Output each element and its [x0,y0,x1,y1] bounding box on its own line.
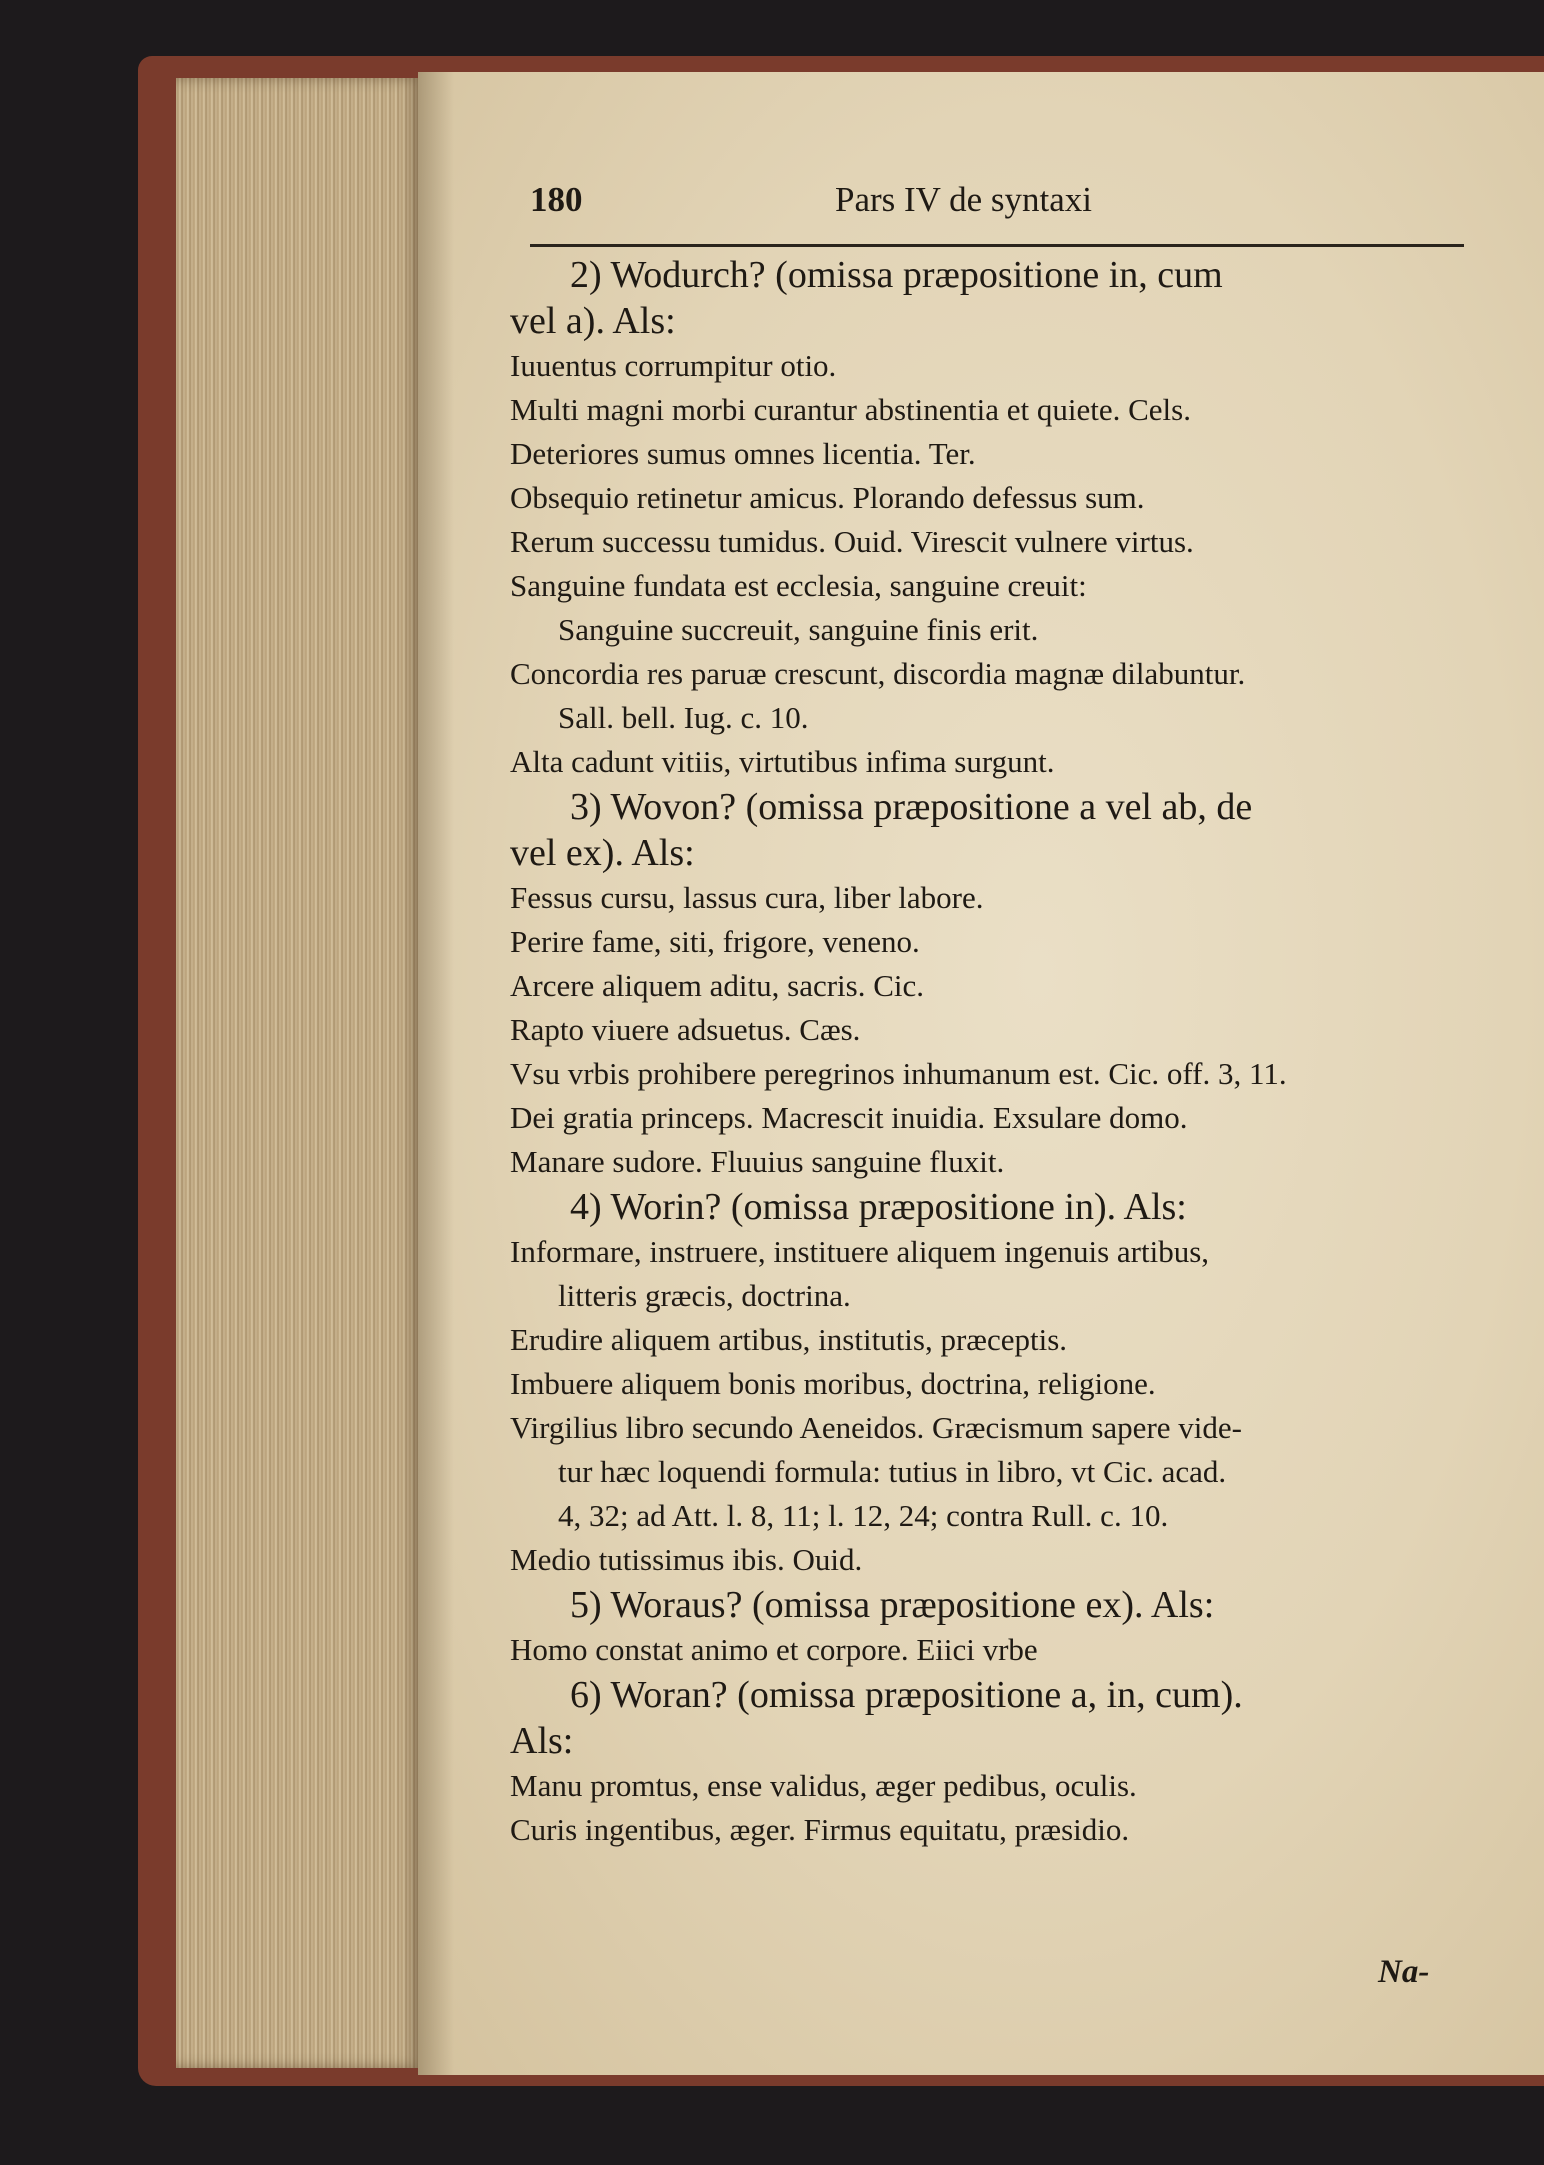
section-heading-line: 6) Woran? (omissa præpositione a, in, cum). [570,1674,1243,1716]
text-line: Concordia res paruæ crescunt, discordia magnæ dilabuntur. [510,656,1246,691]
text-line: Sanguine fundata est ecclesia, sanguine creuit: [510,568,1087,603]
text-line: Arcere aliquem aditu, sacris. Cic. [510,968,925,1003]
text-line: Obsequio retinetur amicus. Plorando defessus sum. [510,480,1145,515]
text-line: Virgilius libro secundo Aeneidos. Græcismum sapere vide- [510,1410,1242,1445]
text-line: Homo constat animo et corpore. Eiici vrbe [510,1632,1038,1667]
text-line: Fessus cursu, lassus cura, liber labore. [510,880,984,915]
book-page [418,72,1544,2075]
text-line: Medio tutissimus ibis. Ouid. [510,1542,863,1577]
text-line: Manu promtus, ense validus, æger pedibus, oculis. [510,1768,1137,1803]
running-head: Pars IV de syntaxi [835,180,1092,219]
text-line: Rerum successu tumidus. Ouid. Virescit vulnere virtus. [510,524,1194,559]
text-line: tur hæc loquendi formula: tutius in libro, vt Cic. acad. [558,1454,1227,1489]
text-line: Deteriores sumus omnes licentia. Ter. [510,436,976,471]
page-edges [176,78,421,2068]
text-line: Alta cadunt vitiis, virtutibus infima surgunt. [510,744,1055,779]
text-line: Curis ingentibus, æger. Firmus equitatu, præsidio. [510,1812,1130,1847]
text-line: Imbuere aliquem bonis moribus, doctrina, religione. [510,1366,1156,1401]
text-line: vel a). Als: [510,300,676,342]
catchword: Na- [1378,1954,1430,1990]
text-line: 4, 32; ad Att. l. 8, 11; l. 12, 24; contra Rull. c. 10. [558,1498,1169,1533]
text-line: Sanguine succreuit, sanguine finis erit. [558,612,1039,647]
header-rule [530,244,1464,247]
text-line: Als: [510,1720,574,1762]
page-header [530,180,1464,240]
section-heading-line: 5) Woraus? (omissa præpositione ex). Als: [570,1584,1215,1626]
text-line: Erudire aliquem artibus, institutis, præceptis. [510,1322,1068,1357]
text-line: Rapto viuere adsuetus. Cæs. [510,1012,861,1047]
text-line: Perire fame, siti, frigore, veneno. [510,924,920,959]
page-number: 180 [530,180,583,219]
text-line: Sall. bell. Iug. c. 10. [558,700,809,735]
section-heading-line: 4) Worin? (omissa præpositione in). Als: [570,1186,1187,1228]
text-line: Vsu vrbis prohibere peregrinos inhumanum est. Cic. off. 3, 11. [510,1056,1287,1091]
text-line: Informare, instruere, instituere aliquem ingenuis artibus, [510,1234,1210,1269]
body-text [510,252,1470,1852]
text-line: Manare sudore. Fluuius sanguine fluxit. [510,1144,1005,1179]
section-heading-line: 2) Wodurch? (omissa præpositione in, cum [570,254,1223,296]
text-line: Iuuentus corrumpitur otio. [510,348,837,383]
section-heading-line: 3) Wovon? (omissa præpositione a vel ab, de [570,786,1253,828]
text-line: Dei gratia princeps. Macrescit inuidia. Exsulare domo. [510,1100,1188,1135]
text-line: litteris græcis, doctrina. [558,1278,851,1313]
text-line: Multi magni morbi curantur abstinentia et quiete. Cels. [510,392,1191,427]
gutter-shadow [418,72,454,2075]
text-line: vel ex). Als: [510,832,695,874]
